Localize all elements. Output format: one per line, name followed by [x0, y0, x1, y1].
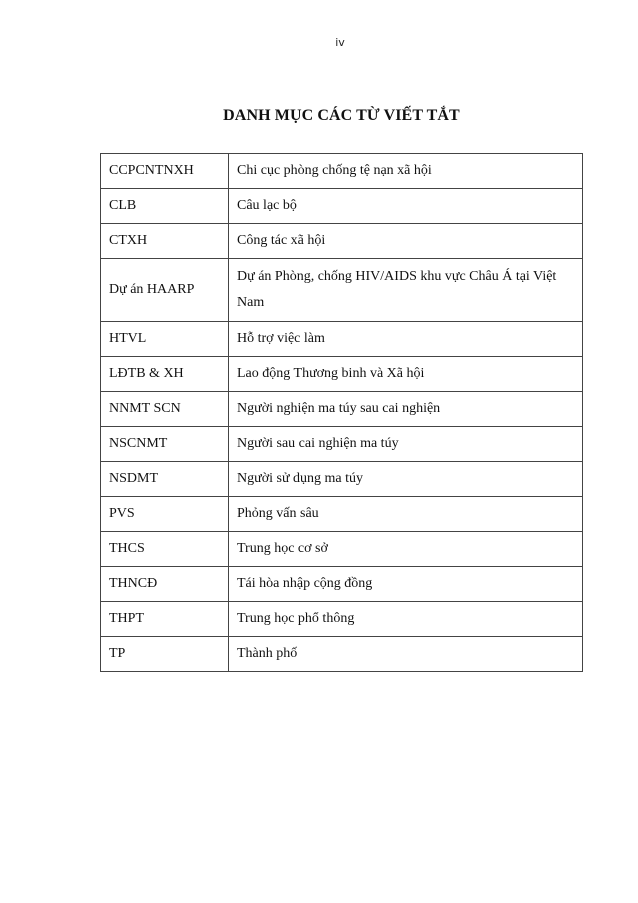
meaning-cell: Công tác xã hội [229, 224, 583, 259]
abbreviation-cell: CCPCNTNXH [101, 154, 229, 189]
abbreviation-cell: THNCĐ [101, 567, 229, 602]
meaning-cell: Trung học phổ thông [229, 602, 583, 637]
meaning-cell: Thành phố [229, 637, 583, 672]
abbreviation-cell: CTXH [101, 224, 229, 259]
abbreviation-cell: Dự án HAARP [101, 259, 229, 322]
meaning-cell: Tái hòa nhập cộng đồng [229, 567, 583, 602]
abbreviation-cell: NNMT SCN [101, 392, 229, 427]
table-row [101, 259, 583, 322]
meaning-cell: Hỗ trợ việc làm [229, 322, 583, 357]
table-row [101, 154, 583, 189]
table-row [101, 322, 583, 357]
abbreviation-cell: PVS [101, 497, 229, 532]
meaning-cell: Người sau cai nghiện ma túy [229, 427, 583, 462]
table-row [101, 392, 583, 427]
table-row [101, 567, 583, 602]
table-row [101, 427, 583, 462]
table-row [101, 497, 583, 532]
table-row [101, 224, 583, 259]
meaning-cell: Phỏng vấn sâu [229, 497, 583, 532]
meaning-cell: Người nghiện ma túy sau cai nghiện [229, 392, 583, 427]
abbreviation-cell: THCS [101, 532, 229, 567]
abbreviation-cell: TP [101, 637, 229, 672]
meaning-cell: Câu lạc bộ [229, 189, 583, 224]
abbreviation-cell: NSCNMT [101, 427, 229, 462]
abbreviation-cell: HTVL [101, 322, 229, 357]
table-row [101, 637, 583, 672]
meaning-cell: Chi cục phòng chống tệ nạn xã hội [229, 154, 583, 189]
table-row [101, 189, 583, 224]
meaning-cell: Dự án Phòng, chống HIV/AIDS khu vực Châu Á tại Việt Nam [229, 259, 583, 322]
abbreviation-cell: CLB [101, 189, 229, 224]
table-row [101, 462, 583, 497]
page-title: DANH MỤC CÁC TỪ VIẾT TẮT [223, 107, 460, 124]
abbreviation-table [100, 153, 583, 672]
abbreviation-cell: NSDMT [101, 462, 229, 497]
meaning-cell: Lao động Thương binh và Xã hội [229, 357, 583, 392]
table-row [101, 532, 583, 567]
table-row [101, 602, 583, 637]
table-row [101, 357, 583, 392]
meaning-cell: Người sử dụng ma túy [229, 462, 583, 497]
abbreviation-cell: LĐTB & XH [101, 357, 229, 392]
meaning-cell: Trung học cơ sở [229, 532, 583, 567]
abbreviation-cell: THPT [101, 602, 229, 637]
page-number: iv [335, 36, 345, 49]
